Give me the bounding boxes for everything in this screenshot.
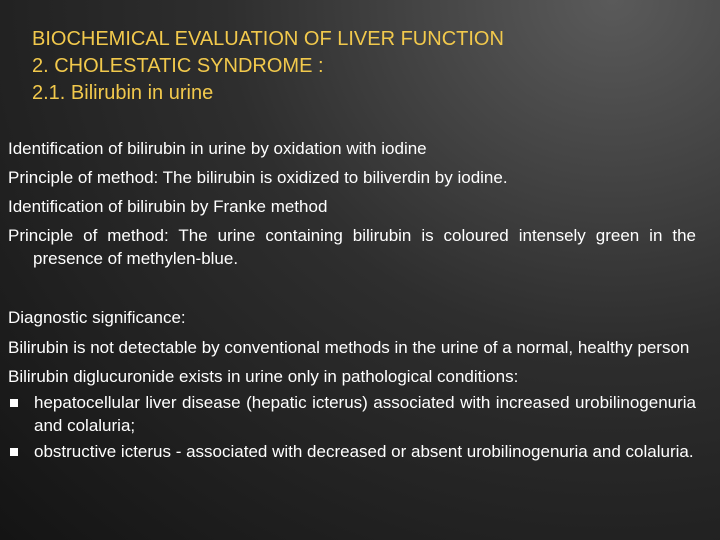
- title-line-subsection: 2.1. Bilirubin in urine: [32, 82, 214, 104]
- slide-body: [8, 137, 696, 466]
- paragraph-iodine-principle: Principle of method: The bilirubin is oxidized to biliverdin by iodine.: [8, 168, 508, 187]
- section-spacer: [8, 276, 696, 306]
- bullet-text-obstructive: obstructive icterus - associated with decreased or absent urobilinogenuria and colaluria.: [34, 442, 694, 461]
- square-bullet-icon: [10, 399, 18, 407]
- title-line-main: BIOCHEMICAL EVALUATION OF LIVER FUNCTION: [32, 28, 504, 50]
- slide-title: [32, 26, 692, 107]
- paragraph-franke-principle: Principle of method: The urine containing bilirubin is coloured intensely green in the presence of methylen-blue.: [8, 226, 696, 268]
- square-bullet-icon: [10, 448, 18, 456]
- list-item: [8, 391, 696, 437]
- paragraph-franke-identification: Identification of bilirubin by Franke method: [8, 197, 328, 216]
- diagnostic-normal-person: Bilirubin is not detectable by conventional methods in the urine of a normal, healthy person: [8, 338, 690, 357]
- diagnostic-bullet-list: [8, 391, 696, 463]
- diagnostic-pathological: Bilirubin diglucuronide exists in urine only in pathological conditions:: [8, 367, 519, 386]
- paragraph-iodine-identification: Identification of bilirubin in urine by oxidation with iodine: [8, 139, 427, 158]
- title-line-section: 2. CHOLESTATIC SYNDROME :: [32, 55, 324, 77]
- bullet-text-hepatocellular: hepatocellular liver disease (hepatic icterus) associated with increased urobilinogenuria and colaluria;: [34, 393, 696, 435]
- list-item: [8, 440, 696, 463]
- diagnostic-heading: Diagnostic significance:: [8, 308, 186, 327]
